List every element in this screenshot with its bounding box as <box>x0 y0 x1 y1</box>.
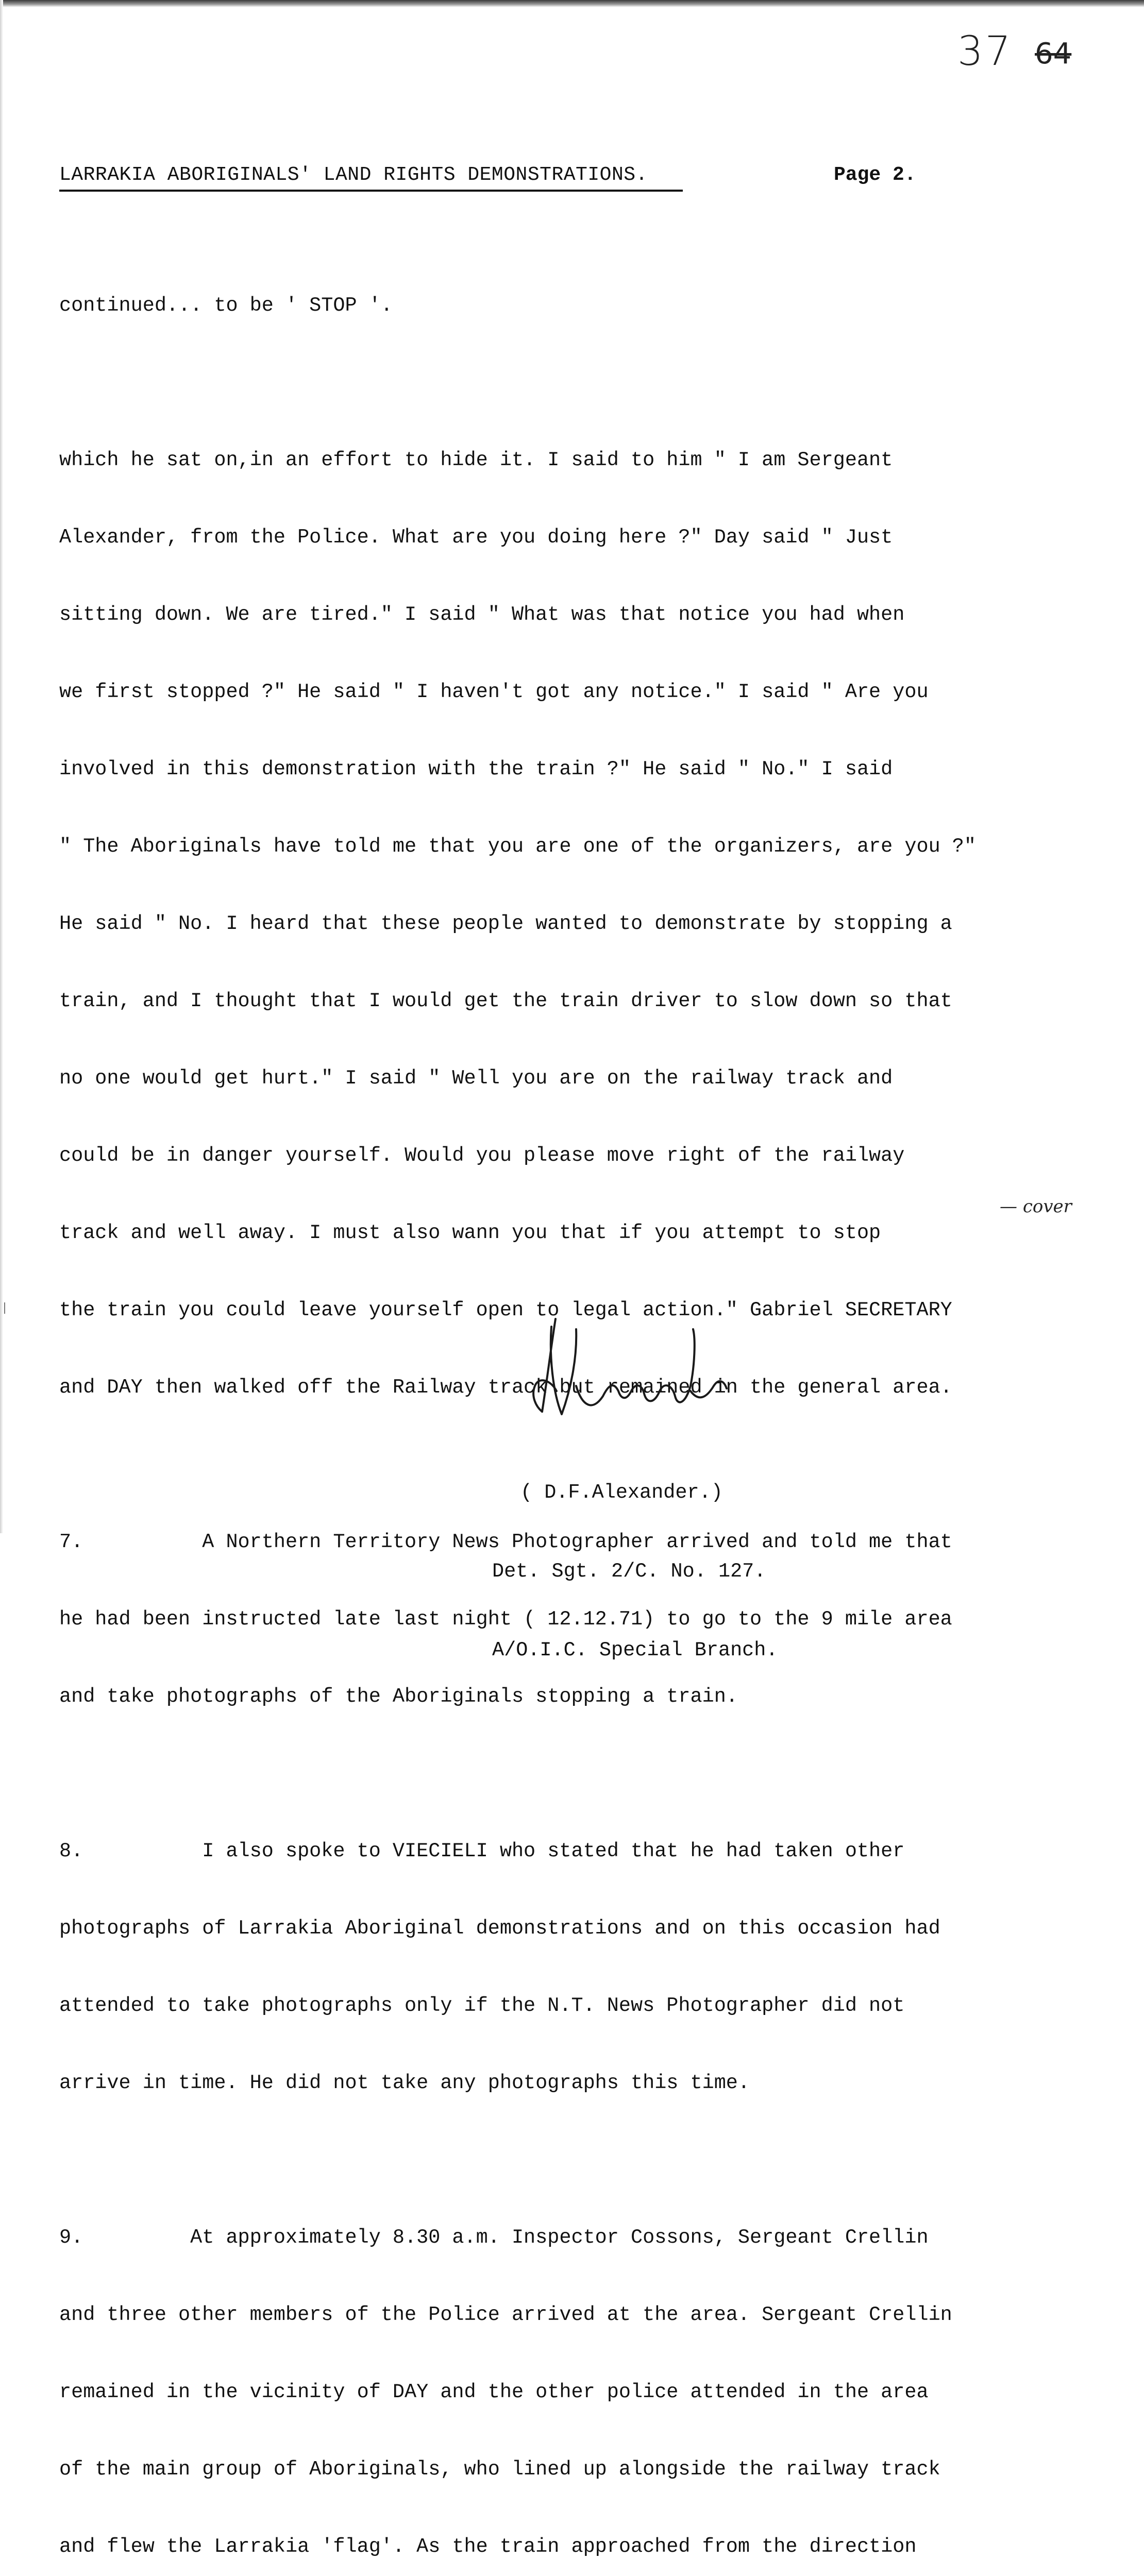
text-line <box>59 370 1090 396</box>
title-underline <box>59 190 683 192</box>
text-line: 7. A Northern Territory News Photographer arrived and told me that <box>59 1531 952 1553</box>
signatory-office: A/O.I.C. Special Branch. <box>492 1639 778 1662</box>
scan-edge-left <box>0 0 3 1533</box>
text-line: of the main group of Aboriginals, who lined up alongside the railway track <box>59 2458 940 2481</box>
scan-edge-top <box>0 0 1144 7</box>
text-line: he had been instructed late last night ( 12.12.71) to go to the 9 mile area <box>59 1608 952 1631</box>
text-line: Alexander, from the Police. What are you doing here ?" Day said " Just <box>59 526 893 549</box>
text-line: remained in the vicinity of DAY and the other police attended in the area <box>59 2381 929 2403</box>
text-line: photographs of Larrakia Aboriginal demonstrations and on this occasion had <box>59 1917 940 1940</box>
signature-block <box>492 1427 778 1690</box>
text-line: 9. At approximately 8.30 a.m. Inspector Cossons, Sergeant Crellin <box>59 2226 929 2249</box>
handwritten-note: — cover <box>1000 1196 1072 1217</box>
text-line: and flew the Larrakia 'flag'. As the train approached from the direction <box>59 2535 917 2558</box>
text-line <box>59 1761 1090 1787</box>
text-line: arrive in time. He did not take any photographs this time. <box>59 2072 750 2094</box>
page-number: Page 2. <box>834 164 916 186</box>
text-line: the train you could leave yourself open to legal action." Gabriel SECRETARY <box>59 1299 952 1321</box>
text-line: which he sat on,in an effort to hide it. I said to him " I am Sergeant <box>59 449 893 471</box>
signatory-rank: Det. Sgt. 2/C. No. 127. <box>492 1560 766 1583</box>
margin-mark <box>4 1302 5 1314</box>
text-line: attended to take photographs only if the N.T. News Photographer did not <box>59 1994 905 2017</box>
text-line: 8. I also spoke to VIECIELI who stated that he had taken other <box>59 1840 905 1862</box>
text-line: and DAY then walked off the Railway track but remained in the general area. <box>59 1376 952 1399</box>
text-line: and take photographs of the Aboriginals stopping a train. <box>59 1685 738 1708</box>
text-line: no one would get hurt." I said " Well you are on the railway track and <box>59 1067 893 1090</box>
text-line: we first stopped ?" He said " I haven't got any notice." I said " Are you <box>59 681 929 703</box>
signatory-name: ( D.F.Alexander.) <box>520 1481 723 1504</box>
text-line: track and well away. I must also wann you that if you attempt to stop <box>59 1222 881 1244</box>
text-line: sitting down. We are tired." I said " What was that notice you had when <box>59 603 905 626</box>
signature <box>515 1309 732 1422</box>
text-line: and three other members of the Police arrived at the area. Sergeant Crellin <box>59 2303 952 2326</box>
text-line: continued... to be ' STOP '. <box>59 294 393 317</box>
text-line: " The Aboriginals have told me that you are one of the organizers, are you ?" <box>59 835 976 858</box>
document-title: LARRAKIA ABORIGINALS' LAND RIGHTS DEMONSTRATIONS. <box>59 164 648 186</box>
text-line: train, and I thought that I would get the train driver to slow down so that <box>59 990 952 1012</box>
text-line: He said " No. I heard that these people wanted to demonstrate by stopping a <box>59 912 952 935</box>
handwritten-note-text: cover <box>1022 1196 1072 1217</box>
text-line <box>59 2147 1090 2173</box>
text-line: could be in danger yourself. Would you please move right of the railway <box>59 1144 905 1167</box>
folio-number: 37 <box>957 28 1013 75</box>
struck-folio-number: 64 <box>1035 37 1072 71</box>
text-line: involved in this demonstration with the train ?" He said " No." I said <box>59 758 893 781</box>
